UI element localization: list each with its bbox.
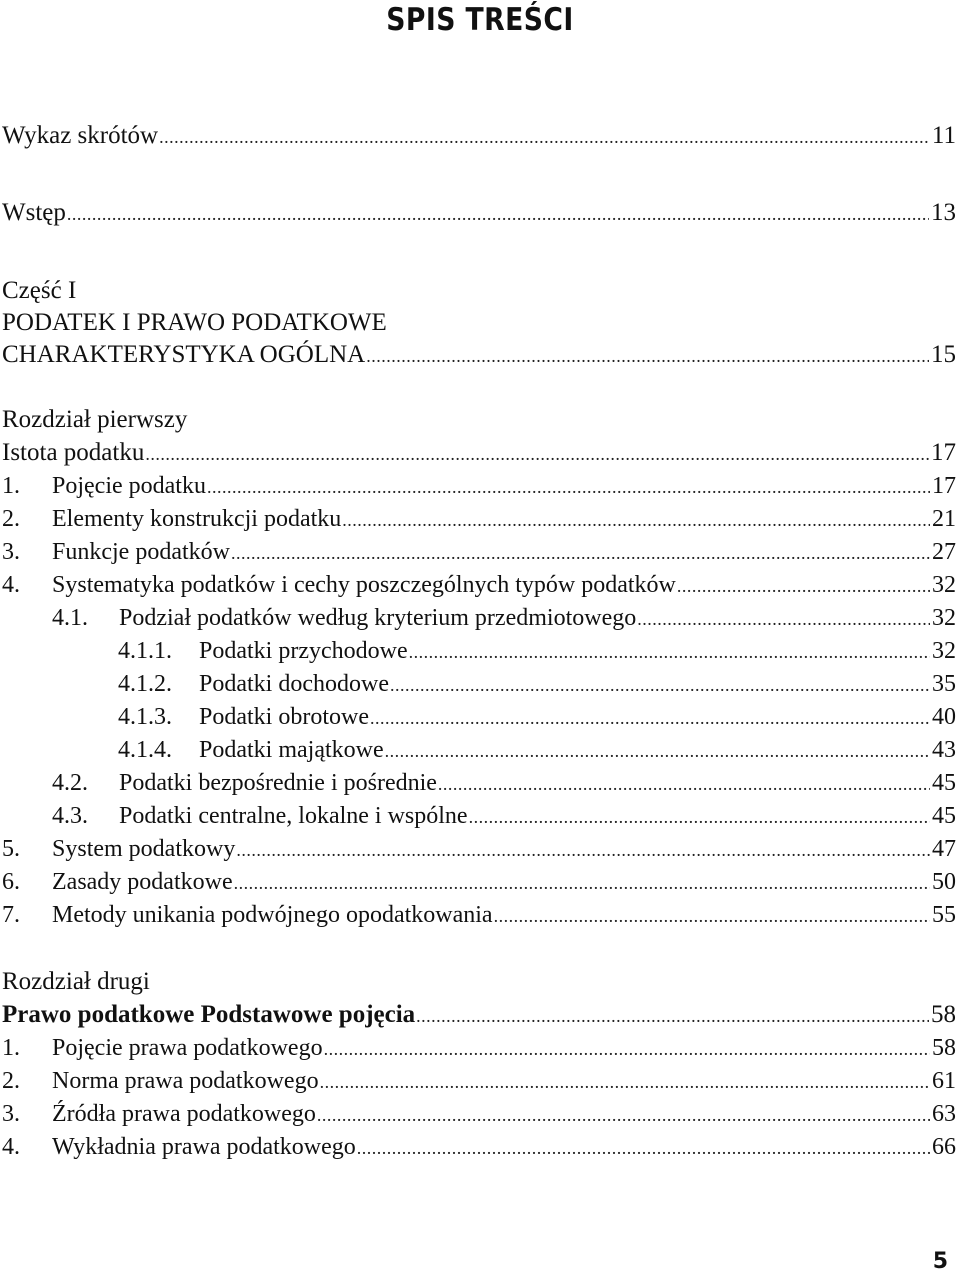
dot-leader (159, 120, 930, 154)
dot-leader (409, 635, 930, 669)
toc-subsubitem[interactable] (118, 667, 956, 701)
toc-page-number: 17 (932, 473, 956, 499)
toc-page-number: 50 (932, 869, 956, 895)
toc-item-number: 4. (2, 1134, 20, 1160)
dot-leader (370, 701, 930, 735)
toc-item-number: 4.2. (52, 770, 88, 796)
toc-entry-part1[interactable] (2, 338, 956, 372)
toc-item-text: Podatki centralne, lokalne i wspólne (119, 803, 468, 829)
dot-leader (637, 602, 930, 636)
toc-entry-text: Istota podatku (2, 439, 145, 466)
toc-subsubitem[interactable] (118, 634, 956, 668)
toc-page-number: 45 (932, 803, 956, 829)
dot-leader (342, 503, 930, 537)
toc-page-number: 32 (932, 572, 956, 598)
toc-page-number: 45 (932, 770, 956, 796)
toc-item-number: 4.1.1. (118, 638, 172, 664)
toc-item-text: Elementy konstrukcji podatku (52, 506, 342, 532)
toc-item-text: Źródła prawa podatkowego (52, 1101, 316, 1127)
toc-subitem[interactable] (52, 601, 956, 635)
toc-item-number: 2. (2, 506, 20, 532)
page-title: SPIS TREŚCI (386, 2, 574, 38)
dot-leader (390, 668, 930, 702)
chapter-label: Rozdział pierwszy (2, 406, 188, 433)
toc-page-number: 40 (932, 704, 956, 730)
toc-item[interactable] (2, 898, 956, 932)
toc-item-text: Pojęcie podatku (52, 473, 206, 499)
dot-leader (317, 1098, 930, 1132)
toc-page-number: 13 (931, 199, 956, 226)
toc-item[interactable] (2, 535, 956, 569)
dot-leader (677, 569, 930, 603)
toc-page-number: 35 (932, 671, 956, 697)
toc-item[interactable] (2, 1097, 956, 1131)
toc-item-number: 7. (2, 902, 20, 928)
dot-leader (236, 833, 930, 867)
toc-item-number: 4. (2, 572, 20, 598)
toc-item-text: Podatki majątkowe (199, 737, 384, 763)
toc-item[interactable] (2, 469, 956, 503)
toc-page-number: 66 (932, 1134, 956, 1160)
toc-page-number: 27 (932, 539, 956, 565)
toc-page-number: 15 (931, 341, 956, 368)
dot-leader (494, 899, 930, 933)
toc-subsubitem[interactable] (118, 733, 956, 767)
toc-item-number: 4.1. (52, 605, 88, 631)
toc-item[interactable] (2, 502, 956, 536)
toc-page-number: 32 (932, 605, 956, 631)
toc-item[interactable] (2, 1130, 956, 1164)
toc-item-text: Pojęcie prawa podatkowego (52, 1035, 323, 1061)
toc-page-number: 58 (932, 1035, 956, 1061)
part-title-line1: PODATEK I PRAWO PODATKOWE (2, 309, 387, 336)
dot-leader (320, 1065, 930, 1099)
dot-leader (366, 339, 929, 373)
dot-leader (234, 866, 930, 900)
toc-page-number: 61 (932, 1068, 956, 1094)
toc-item-number: 4.1.3. (118, 704, 172, 730)
toc-item-text: Podatki obrotowe (199, 704, 369, 730)
toc-entry-chapter2[interactable] (2, 998, 956, 1032)
toc-item-number: 4.1.4. (118, 737, 172, 763)
toc-page-number: 55 (932, 902, 956, 928)
dot-leader (416, 999, 929, 1033)
toc-item-number: 1. (2, 473, 20, 499)
toc-page-number: 63 (932, 1101, 956, 1127)
toc-entry-chapter1[interactable] (2, 436, 956, 470)
dot-leader (469, 800, 930, 834)
toc-item-text: Zasady podatkowe (52, 869, 233, 895)
toc-entry-introduction[interactable] (2, 196, 956, 230)
toc-item[interactable] (2, 832, 956, 866)
dot-leader (438, 767, 930, 801)
dot-leader (145, 437, 929, 471)
toc-subitem[interactable] (52, 766, 956, 800)
toc-item-number: 4.1.2. (118, 671, 172, 697)
toc-item-number: 6. (2, 869, 20, 895)
toc-item-text: Funkcje podatków (52, 539, 230, 565)
toc-item-number: 5. (2, 836, 20, 862)
toc-item-number: 4.3. (52, 803, 88, 829)
toc-item-text: Podatki przychodowe (199, 638, 408, 664)
dot-leader (357, 1131, 930, 1165)
toc-entry-text: Wstęp (2, 199, 66, 226)
toc-page-number: 21 (932, 506, 956, 532)
toc-item[interactable] (2, 865, 956, 899)
toc-item-number: 3. (2, 1101, 20, 1127)
toc-item-number: 1. (2, 1035, 20, 1061)
chapter-label: Rozdział drugi (2, 968, 150, 995)
toc-item[interactable] (2, 1064, 956, 1098)
dot-leader (324, 1032, 930, 1066)
dot-leader (231, 536, 930, 570)
toc-item[interactable] (2, 568, 956, 602)
toc-page-number: 32 (932, 638, 956, 664)
dot-leader (207, 470, 930, 504)
toc-entry-text: CHARAKTERYSTYKA OGÓLNA (2, 341, 366, 368)
toc-entry-abbreviations[interactable] (2, 119, 956, 153)
toc-item-text: Podział podatków według kryterium przedmiotowego (119, 605, 637, 631)
toc-subsubitem[interactable] (118, 700, 956, 734)
toc-page-number: 17 (931, 439, 956, 466)
toc-item-text: Norma prawa podatkowego (52, 1068, 319, 1094)
toc-entry-text: Prawo podatkowe Podstawowe pojęcia (2, 1001, 416, 1028)
page-number: 5 (932, 1249, 948, 1274)
toc-item-number: 3. (2, 539, 20, 565)
toc-item-text: Podatki bezpośrednie i pośrednie (119, 770, 437, 796)
part-label: Część I (2, 277, 77, 304)
toc-item-text: Metody unikania podwójnego opodatkowania (52, 902, 493, 928)
toc-item-text: Systematyka podatków i cechy poszczególnych typów podatków (52, 572, 676, 598)
toc-page-number: 43 (932, 737, 956, 763)
toc-page-number: 58 (931, 1001, 956, 1028)
toc-item-text: System podatkowy (52, 836, 236, 862)
toc-item-text: Wykładnia prawa podatkowego (52, 1134, 356, 1160)
dot-leader (67, 197, 929, 231)
toc-item[interactable] (2, 1031, 956, 1065)
dot-leader (385, 734, 930, 768)
toc-page-number: 11 (931, 122, 956, 149)
toc-item-number: 2. (2, 1068, 20, 1094)
toc-item-text: Podatki dochodowe (199, 671, 389, 697)
toc-entry-text: Wykaz skrótów (2, 122, 159, 149)
toc-page-number: 47 (932, 836, 956, 862)
toc-subitem[interactable] (52, 799, 956, 833)
